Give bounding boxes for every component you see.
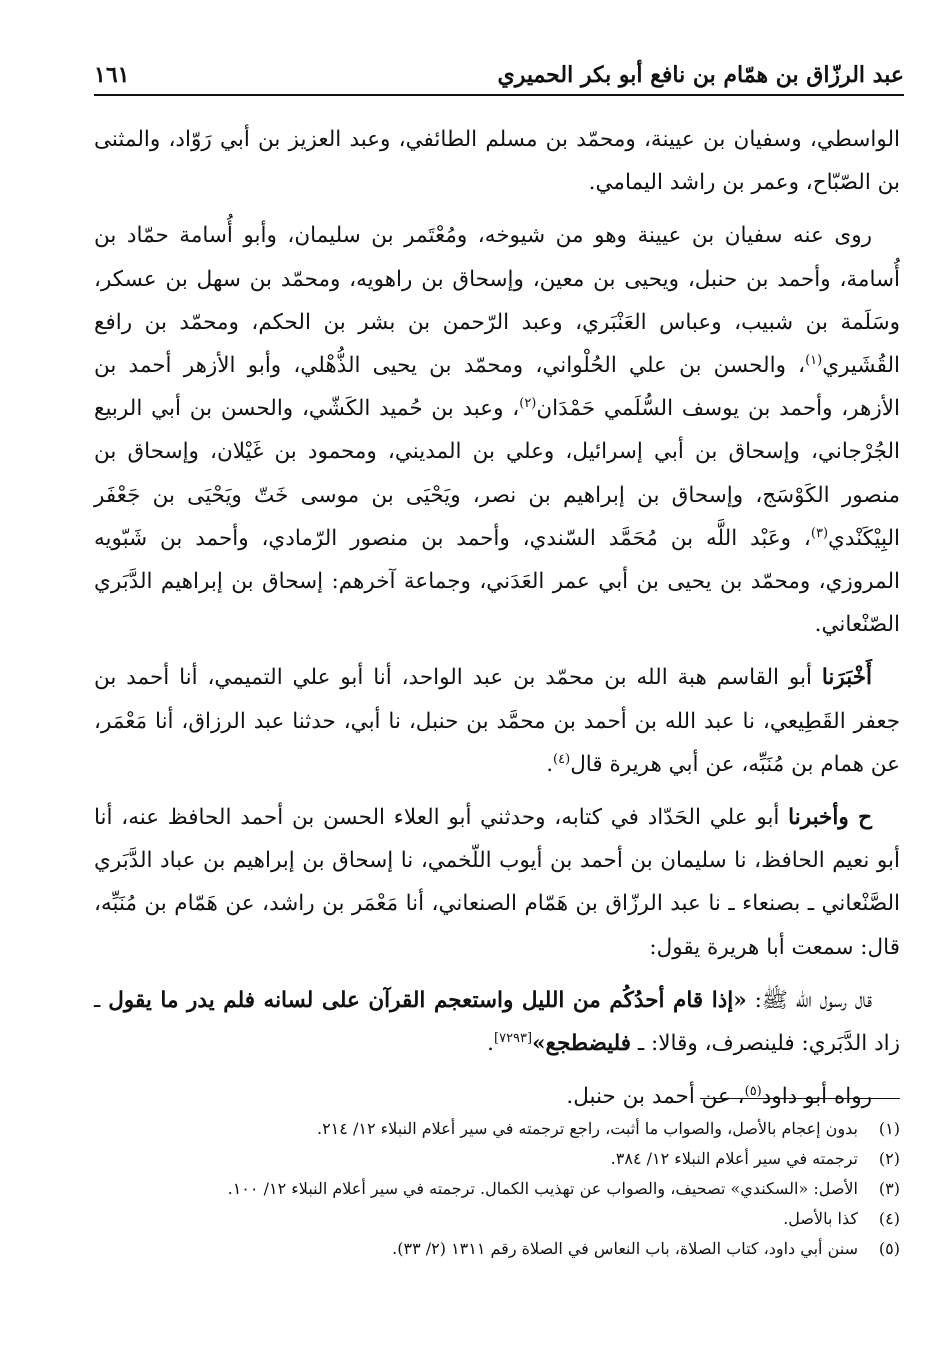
paragraph-isnad-2	[94, 796, 900, 969]
paragraph-isnad-1	[94, 656, 900, 786]
footnote-text: كذا بالأصل.	[783, 1209, 858, 1228]
footnote-number: (٤)	[878, 1209, 900, 1228]
page-number: ١٦١	[94, 62, 130, 88]
running-header	[94, 52, 904, 96]
paragraph-students	[94, 214, 900, 646]
hadith-text: فليضطجع»	[532, 1031, 632, 1057]
footnote-text: سنن أبي داود، كتاب الصلاة، باب النعاس في الصلاة رقم ١٣١١ (٢/ ٣٣).	[392, 1239, 858, 1258]
footnote	[94, 1204, 900, 1234]
footnote-number: (٢)	[878, 1149, 900, 1168]
paragraph-text: أبو القاسم هبة الله بن محمّد بن عبد الواحد، أنا أبو علي التميمي، أنا أحمد بن جعفر القَطِيعي، نا عبد الله بن أحمد بن محمَّد بن حنبل، نا أبي، حدثنا عبد الرزاق، أنا مَعْمَر، عن همام بن مُنَبِّه، عن أبي هريرة قال	[94, 665, 900, 777]
footnote-text: الأصل: «السكندي» تصحيف، والصواب عن تهذيب الكمال. ترجمته في سير أعلام النبلاء ١٢/ ١٠٠.	[227, 1179, 858, 1198]
footnote-text: بدون إعجام بالأصل، والصواب ما أثبت، راجع ترجمته في سير أعلام النبلاء ١٢/ ٢١٤.	[316, 1119, 858, 1138]
paragraph-text: روى عنه سفيان بن عيينة وهو من شيوخه، ومُعْتَمر بن سليمان، وأبو أُسامة حمّاد بن أُسامة، وأحمد بن حنبل، ويحيى بن معين، وإسحاق بن راهويه، ومحمّد بن سهل بن عسكر، وسَلَمة بن شبيب، وعباس العَنْبَري، وعبد الرّحمن بن بشر بن الحكم، ومحمّد بن رافع القُشَيري	[94, 223, 900, 379]
hadith-text: «إذا قام أحدُكُم من الليل واستعجم القرآن على لسانه فلم يدر ما يقول	[108, 987, 747, 1013]
paragraph-teachers	[94, 118, 900, 204]
footnote-ref-1: (١)	[805, 352, 823, 368]
footnote-number: (١)	[878, 1119, 900, 1138]
footnote	[94, 1144, 900, 1174]
paragraph-hadith	[94, 979, 900, 1065]
paragraph-text: أبو علي الحَدّاد في كتابه، وحدثني أبو العلاء الحسن بن أحمد الحافظ عنه، أنا أبو نعيم الحافظ، نا سليمان بن أحمد بن أيوب اللّخمي، نا إسحاق بن إبراهيم بن عباد الدَّبَري الصَّنْعاني ـ بصنعاء ـ نا عبد الرزّاق بن هَمّام الصنعاني، أنا مَعْمَر بن راشد، عن هَمّام بن مُنَبِّه، قال: سمعت أبا هريرة يقول:	[94, 805, 900, 960]
paragraph-text: رواه أبو داود	[761, 1084, 872, 1110]
paragraph-text: .	[487, 1031, 495, 1057]
paragraph-text: ، عن أحمد بن حنبل.	[566, 1084, 745, 1110]
isnad-lead: ح وأخبرنا	[788, 805, 872, 831]
paragraph-text: .	[546, 751, 554, 777]
paragraph-text: ، والحسن بن علي الحُلْواني، ومحمّد بن يحيى الذُّهْلي، وأبو الأزهر أحمد بن الأزهر، وأحمد بن يوسف السُّلَمي حَمْدَان	[94, 353, 900, 422]
paragraph-takhrij	[94, 1075, 900, 1118]
footnote-number: (٣)	[878, 1179, 900, 1198]
paragraph-text: ، وعَبْد اللَّه بن مُحَمَّد السّندي، وأحمد بن منصور الرّمادي، وأحمد بن شَبّويه المروزي، ومحمّد بن يحيى بن أبي عمر العَدَني، وجماعة آخرهم: إسحاق بن إبراهيم الدَّبَري الصّنْعاني.	[94, 525, 900, 638]
isnad-lead: أَخْبَرَنا	[821, 665, 872, 691]
footnote	[94, 1174, 900, 1204]
footnote	[94, 1114, 900, 1144]
footnote-divider	[700, 1098, 900, 1099]
footnote	[94, 1234, 900, 1264]
paragraph-text: الواسطي، وسفيان بن عيينة، ومحمّد بن مسلم الطائفي، وعبد العزيز بن أبي رَوّاد، والمثنى بن الصّبّاح، وعمر بن راشد اليمامي.	[94, 127, 900, 196]
footnote-ref-4: (٤)	[553, 751, 571, 767]
paragraph-text: ، وعبد بن حُميد الكَشّي، والحسن بن أبي الربيع الجُرْجاني، وإسحاق بن أبي إسرائيل، وعلي بن المديني، ومحمود بن غَيْلان، وإسحاق بن منصور الكَوْسَج، وإسحاق بن إبراهيم بن نصر، ويَحْيَى بن موسى خَتّ ويَحْيَى بن جَعْفَر البِيْكَنْدي	[94, 396, 900, 551]
footnote-text: ترجمته في سير أعلام النبلاء ١٢/ ٣٨٤.	[610, 1149, 858, 1168]
paragraph-text: قال رسول الله ﷺ:	[746, 987, 873, 1013]
running-title: عبد الرزّاق بن همّام بن نافع أبو بكر الحميري	[497, 62, 904, 88]
footnote-ref-3: (٣)	[810, 525, 829, 541]
footnote-number: (٥)	[878, 1239, 900, 1258]
paragraph-text: ـ زاد الدَّبَري: فلينصرف، وقالا: ـ	[94, 987, 900, 1057]
main-text	[94, 118, 900, 1128]
footnote-ref-5: (٥)	[744, 1084, 762, 1100]
footnotes	[94, 1114, 900, 1264]
hadith-reference: [٧٢٩٣]	[494, 1030, 533, 1046]
footnote-ref-2: (٢)	[519, 396, 537, 412]
